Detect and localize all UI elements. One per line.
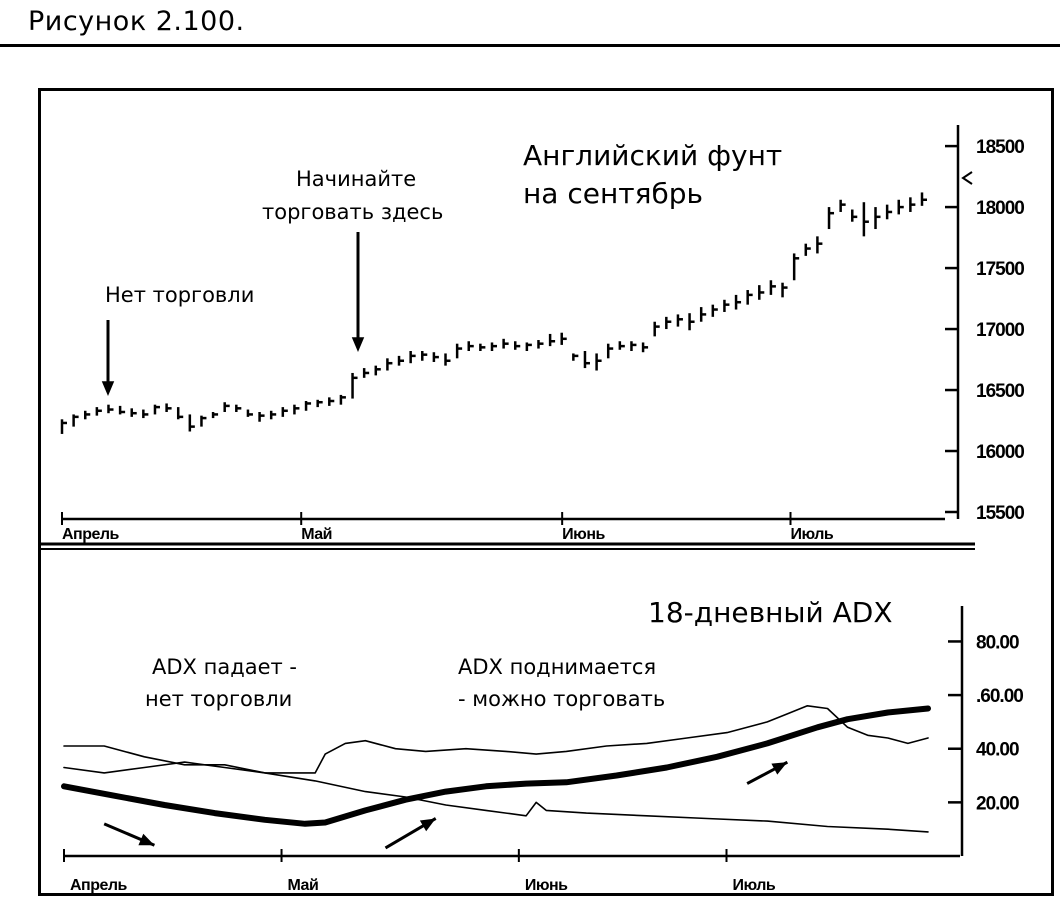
adx-title: 18-дневный ADX bbox=[648, 596, 893, 629]
price-y-tick-label: 17000 bbox=[976, 320, 1024, 342]
price-y-tick-label: 18500 bbox=[976, 137, 1024, 159]
price-bar bbox=[446, 353, 451, 365]
price-bar bbox=[353, 373, 358, 399]
price-bar bbox=[434, 352, 439, 362]
price-bar bbox=[794, 253, 799, 280]
price-bar bbox=[329, 397, 334, 406]
price-title-line-1: Английский фунт bbox=[523, 139, 783, 172]
price-bar bbox=[225, 402, 230, 412]
dmi-plus-line bbox=[64, 706, 928, 773]
price-bar bbox=[585, 351, 590, 368]
annotation-arrow-head bbox=[352, 337, 364, 352]
price-bar bbox=[108, 405, 113, 414]
price-bar bbox=[876, 207, 881, 229]
price-panel bbox=[40, 125, 1024, 549]
last-price-marker bbox=[963, 172, 972, 184]
annotation-start-line-2: торговать здесь bbox=[262, 200, 444, 224]
price-y-tick-label: 16500 bbox=[976, 381, 1024, 403]
price-bar bbox=[910, 197, 915, 212]
price-bar bbox=[399, 356, 404, 366]
price-bar bbox=[806, 244, 811, 256]
annotation-no-trading: Нет торговли bbox=[105, 283, 255, 307]
price-bar bbox=[364, 368, 369, 378]
price-bar bbox=[655, 322, 660, 337]
annotation-adx-rising-line-1: ADX поднимается bbox=[458, 655, 657, 679]
price-x-tick-label: Апрель bbox=[62, 526, 119, 543]
price-arrows bbox=[102, 232, 364, 396]
adx-x-tick-label: Июль bbox=[732, 877, 776, 894]
price-bar bbox=[666, 317, 671, 329]
price-bar bbox=[457, 344, 462, 359]
price-bar bbox=[538, 340, 543, 349]
price-bar bbox=[713, 305, 718, 317]
price-bar bbox=[783, 283, 788, 298]
price-bar bbox=[283, 407, 288, 417]
adx-y-tick-label: .60.00 bbox=[976, 686, 1023, 708]
price-bar bbox=[620, 341, 625, 350]
price-bar bbox=[852, 210, 857, 222]
price-bar bbox=[829, 207, 834, 229]
adx-line bbox=[64, 709, 928, 824]
price-y-tick-label: 16000 bbox=[976, 442, 1024, 464]
price-bar bbox=[864, 202, 869, 236]
price-bar bbox=[515, 341, 520, 350]
price-bar bbox=[631, 341, 636, 351]
price-title-line-2: на сентябрь bbox=[523, 177, 703, 210]
price-bar bbox=[178, 407, 183, 419]
price-bar bbox=[887, 205, 892, 220]
price-bar bbox=[550, 334, 555, 346]
price-bar bbox=[132, 408, 137, 417]
price-bar bbox=[248, 410, 253, 417]
price-y-tick-label: 15500 bbox=[976, 503, 1024, 524]
price-bar bbox=[736, 295, 741, 310]
price-bar bbox=[74, 414, 79, 426]
price-bar bbox=[120, 406, 125, 415]
adx-x-tick-label: Май bbox=[287, 877, 319, 894]
annotation-adx-falling-line-1: ADX падает - bbox=[152, 655, 297, 679]
price-bar bbox=[260, 412, 265, 422]
price-bar bbox=[213, 412, 218, 418]
price-bar bbox=[376, 366, 381, 376]
price-x-tick-label: Май bbox=[301, 526, 332, 543]
figure-caption: Рисунок 2.100. bbox=[28, 6, 245, 37]
price-bar bbox=[306, 401, 311, 411]
price-bar bbox=[411, 351, 416, 363]
price-bar bbox=[527, 342, 532, 351]
annotation-adx-falling-line-2: нет торговли bbox=[145, 687, 293, 711]
price-bar bbox=[492, 342, 497, 351]
adx-x-tick-label: Апрель bbox=[70, 877, 127, 894]
annotation-arrow-head bbox=[102, 381, 114, 396]
price-bar bbox=[155, 405, 160, 415]
price-bar bbox=[294, 405, 299, 415]
price-bar bbox=[236, 405, 241, 412]
price-bar bbox=[608, 344, 613, 359]
price-bar bbox=[201, 416, 206, 427]
price-bar bbox=[504, 339, 509, 349]
price-y-tick-label: 17500 bbox=[976, 259, 1024, 281]
price-bar bbox=[724, 300, 729, 312]
price-bar bbox=[422, 351, 427, 361]
price-bar bbox=[597, 353, 602, 370]
price-bar bbox=[469, 341, 474, 351]
price-bar bbox=[922, 192, 927, 205]
price-bar bbox=[759, 285, 764, 300]
adx-lines bbox=[64, 706, 928, 832]
price-bar bbox=[167, 403, 172, 412]
adx-x-tick-label: Июнь bbox=[524, 877, 568, 894]
price-x-tick-label: Июнь bbox=[562, 526, 605, 543]
price-bar bbox=[643, 342, 648, 352]
price-bar bbox=[190, 414, 195, 431]
price-bar bbox=[143, 410, 148, 419]
price-bar bbox=[85, 411, 90, 420]
price-bar bbox=[97, 407, 102, 416]
adx-panel bbox=[64, 596, 1023, 894]
price-bar bbox=[271, 411, 276, 420]
price-bar bbox=[480, 344, 485, 351]
price-bar bbox=[678, 314, 683, 326]
adx-y-tick-label: 20.00 bbox=[976, 793, 1019, 815]
price-bar bbox=[817, 236, 822, 253]
price-bar bbox=[690, 313, 695, 330]
price-x-tick-label: Июль bbox=[790, 526, 834, 543]
price-bar bbox=[899, 200, 904, 215]
adx-axis bbox=[64, 606, 1023, 894]
price-bar bbox=[341, 395, 346, 405]
adx-y-tick-label: 80.00 bbox=[976, 632, 1019, 654]
price-bar bbox=[748, 290, 753, 305]
price-bar bbox=[701, 307, 706, 322]
price-bar bbox=[562, 333, 567, 345]
price-bar bbox=[62, 419, 67, 434]
annotation-start-line-1: Начинайте bbox=[296, 167, 417, 191]
adx-y-tick-label: 40.00 bbox=[976, 739, 1019, 761]
dmi-minus-line bbox=[64, 746, 928, 832]
price-bar bbox=[387, 358, 392, 370]
price-bar bbox=[318, 400, 323, 407]
price-bar bbox=[841, 200, 846, 212]
price-y-tick-label: 18000 bbox=[976, 198, 1024, 220]
price-bar bbox=[771, 280, 776, 295]
price-bar bbox=[573, 353, 578, 360]
annotation-adx-rising-line-2: - можно торговать bbox=[458, 687, 666, 711]
